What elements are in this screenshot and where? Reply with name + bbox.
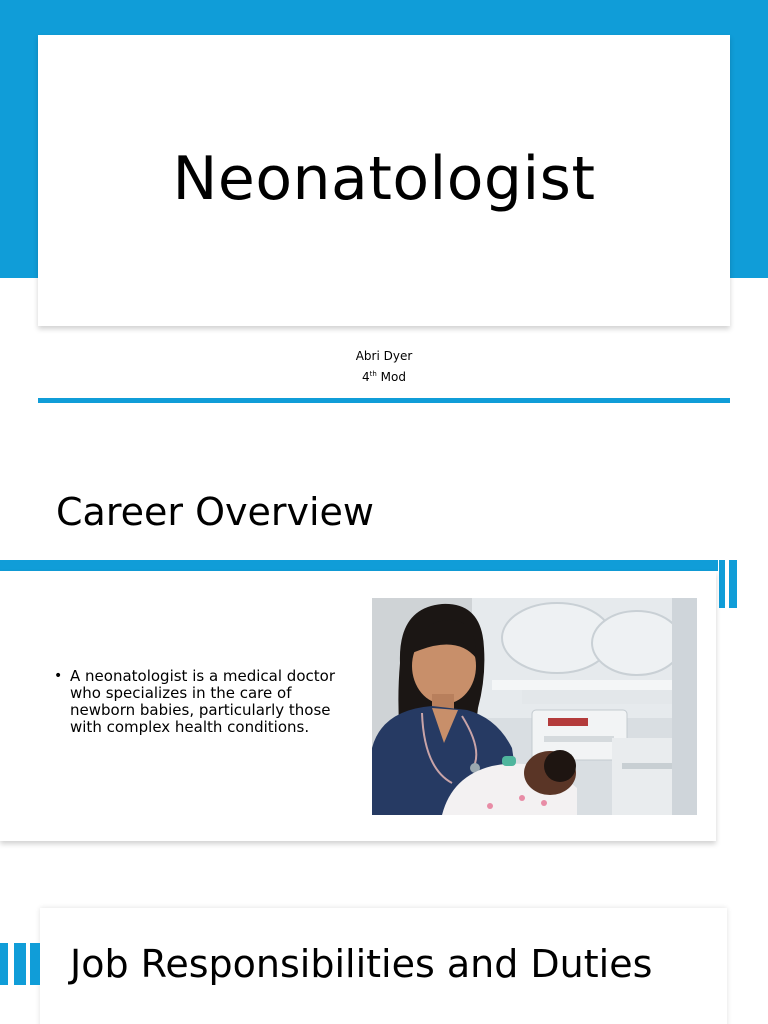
title-divider: [38, 398, 730, 403]
slide-title: Neonatologist: [172, 143, 596, 214]
career-overview-heading: Career Overview: [56, 490, 374, 534]
accent-stripe: [719, 560, 725, 608]
doctor-holding-newborn-photo: [372, 598, 697, 815]
author-name: Abri Dyer: [355, 349, 413, 363]
overview-bullet: A neonatologist is a medical doctor who specializes in the care of newborn babies, particularly those with complex health conditions.: [70, 667, 335, 736]
accent-bar: [0, 560, 718, 571]
accent-stripe: [0, 943, 8, 985]
photo-illustration: [372, 598, 697, 815]
title-card: [38, 35, 730, 326]
accent-stripe: [30, 943, 40, 985]
job-responsibilities-heading: Job Responsibilities and Duties: [70, 942, 653, 986]
class-period: [0, 370, 768, 384]
bullet-marker: •: [54, 668, 63, 684]
mod-number: 4: [362, 370, 370, 384]
accent-stripe: [14, 943, 26, 985]
accent-stripe: [729, 560, 737, 608]
mod-suffix: th: [369, 370, 377, 378]
mod-label: Mod: [380, 370, 406, 384]
